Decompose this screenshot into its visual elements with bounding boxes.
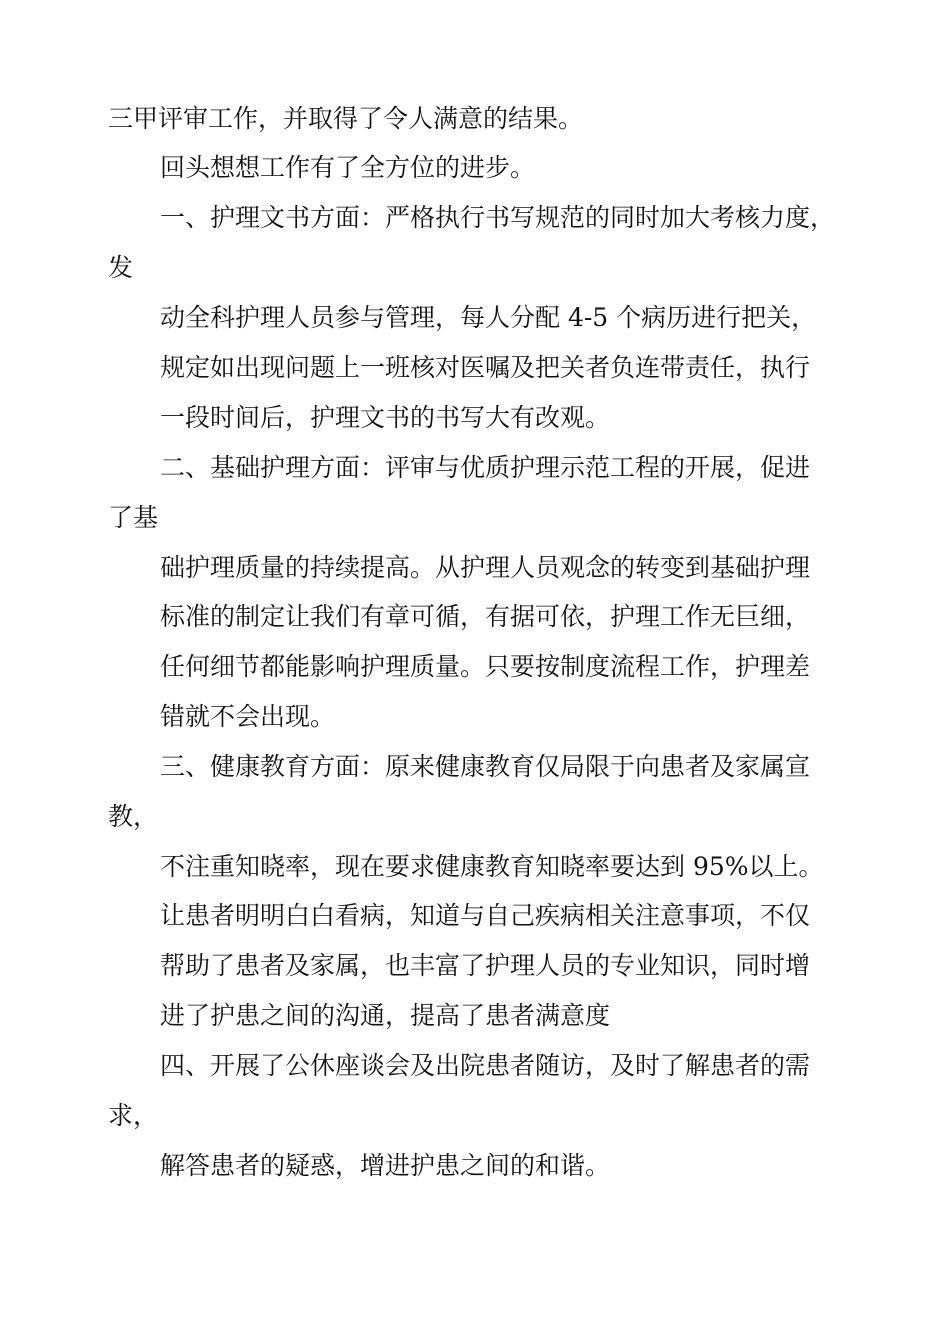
text-line-16: 不注重知晓率，现在要求健康教育知晓率要达到 95%以上。 — [160, 852, 824, 881]
text-line-13: 错就不会出现。 — [160, 702, 336, 731]
text-line-4: 发 — [108, 253, 134, 282]
text-line-2: 回头想想工作有了全方位的进步。 — [160, 153, 536, 182]
text-line-10: 础护理质量的持续提高。从护理人员观念的转变到基础护理 — [160, 553, 811, 582]
text-line-5: 动全科护理人员参与管理，每人分配 4-5 个病历进行把关， — [160, 303, 817, 332]
text-line-17: 让患者明明白白看病，知道与自己疾病相关注意事项，不仅 — [160, 901, 811, 930]
text-line-18: 帮助了患者及家属，也丰富了护理人员的专业知识，同时增 — [160, 951, 811, 980]
text-line-7: 一段时间后，护理文书的书写大有改观。 — [160, 403, 611, 432]
text-line-19: 进了护患之间的沟通，提高了患者满意度 — [160, 1001, 611, 1030]
section-4-heading-line: 四、开展了公休座谈会及出院患者随访，及时了解患者的需 — [160, 1051, 811, 1080]
text-line-22: 解答患者的疑惑，增进护患之间的和谐。 — [160, 1151, 611, 1180]
text-line-6: 规定如出现问题上一班核对医嘱及把关者负连带责任，执行 — [160, 353, 811, 382]
text-line-1: 三甲评审工作，并取得了令人满意的结果。 — [108, 104, 584, 133]
text-line-21: 求， — [108, 1101, 159, 1130]
text-line-12: 任何细节都能影响护理质量。只要按制度流程工作，护理差 — [160, 652, 811, 681]
text-line-15: 教， — [108, 802, 159, 831]
section-1-heading-line: 一、护理文书方面：严格执行书写规范的同时加大考核力度， — [160, 203, 836, 232]
text-line-9: 了基 — [108, 503, 159, 532]
text-line-11: 标准的制定让我们有章可循，有据可依，护理工作无巨细， — [160, 602, 811, 631]
section-3-heading-line: 三、健康教育方面：原来健康教育仅局限于向患者及家属宣 — [160, 752, 811, 781]
section-2-heading-line: 二、基础护理方面：评审与优质护理示范工程的开展，促进 — [160, 453, 811, 482]
